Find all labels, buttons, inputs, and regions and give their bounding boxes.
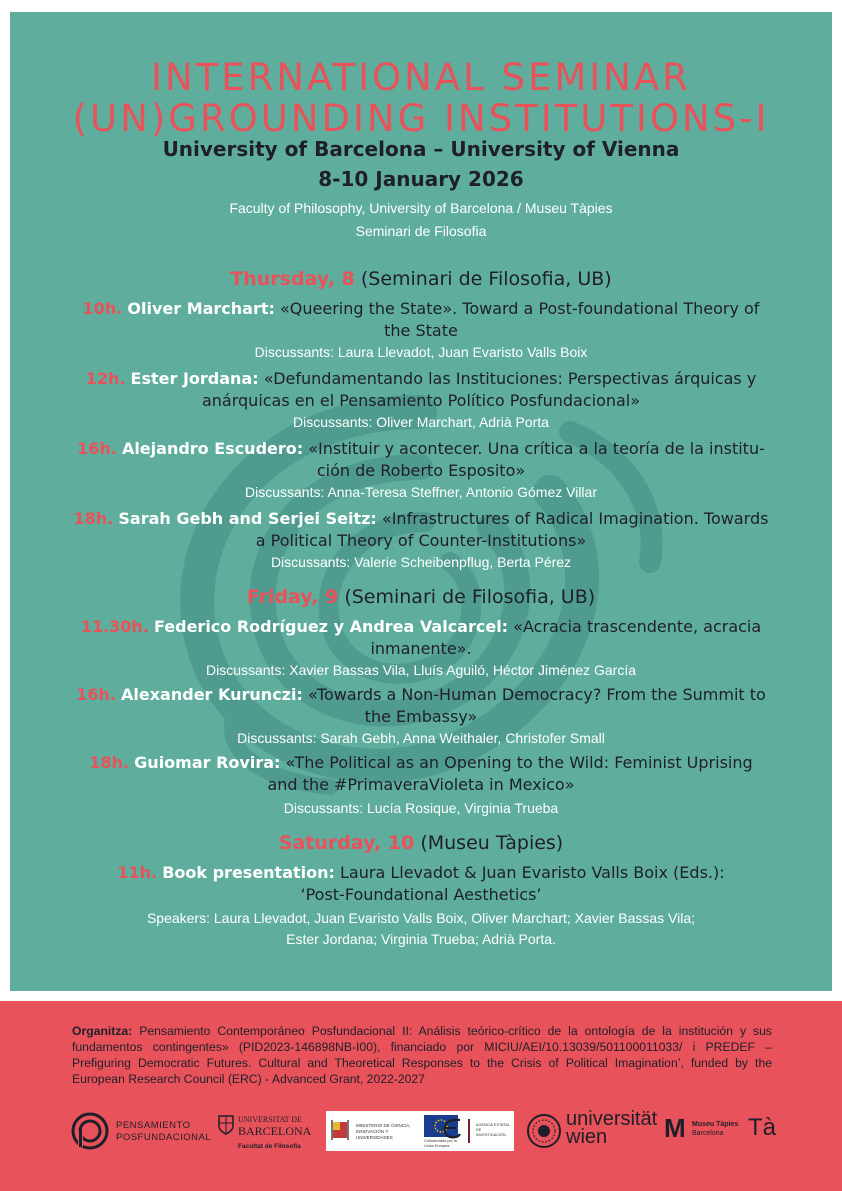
- event-title-cont: ‘Post-Foundational Aesthetics’: [300, 885, 542, 904]
- event-title-cont: the State: [384, 321, 458, 340]
- el-mark-icon: [440, 1114, 464, 1148]
- event-discussants: Discussants: Anna-Teresa Steffner, Antonio Gómez Villar: [244, 484, 597, 500]
- event-line: [10, 438, 832, 460]
- event-title: «Instituir y acontecer. Una crítica a la teoría de la institu-: [308, 439, 765, 458]
- seminar-title-line1: INTERNATIONAL SEMINAR: [151, 56, 691, 99]
- wien-text-1: universität: [566, 1108, 658, 1130]
- event-title-cont: ción de Roberto Esposito»: [316, 461, 526, 480]
- pensamiento-text-2: POSFUNDACIONAL: [116, 1132, 212, 1143]
- event-discussants: Discussants: Xavier Bassas Vila, Lluís Aguiló, Héctor Jiménez García: [205, 662, 637, 678]
- event-title: «Infrastructures of Radical Imagination. Towards: [381, 509, 769, 528]
- day-place: (Museu Tàpies): [420, 832, 564, 854]
- ministerio-text: MINISTERIO DE CIENCIA, INNOVACIÓN Y UNIVERSIDADES: [356, 1123, 411, 1140]
- event-time: 12h.: [85, 369, 126, 388]
- aei-text: AGENCIA ESTATAL DE INVESTIGACIÓN: [476, 1123, 510, 1137]
- event-time: 18h.: [73, 509, 114, 528]
- day-place: (Seminari de Filosofia, UB): [360, 268, 612, 290]
- event-speaker: Federico Rodríguez y Andrea Valcarcel:: [153, 617, 509, 636]
- ub-text-1: UNIVERSITAT DE: [238, 1115, 302, 1124]
- org-description: Pensamiento Contemporáneo Posfundacional II: Análisis teórico-crítico de la ontología de la institución y sus fundamentos contingentes» (PID2023-146898NB-I00), financiado por MICIU/AEI/10.13039/501100011033/ i PREDEF – Prefiguring Democratic Futures. Cultural and Theoretical Responses to the Crisis of Political Imagination’, funded by the European Research Council (ERC) - Advanced Grant, 2022-2027: [72, 1024, 772, 1086]
- org-label: Organitza:: [72, 1024, 133, 1038]
- ub-logo: [218, 1113, 318, 1153]
- event-line: [10, 298, 832, 320]
- poster-panel: [10, 12, 832, 991]
- event-time: 18h.: [89, 753, 130, 772]
- uni-wien-seal-icon: [526, 1113, 562, 1149]
- event-line: [10, 368, 832, 390]
- day-place: (Seminari de Filosofia, UB): [344, 586, 596, 608]
- organizers-text: [72, 1023, 772, 1087]
- event-speaker: Ester Jordana:: [130, 369, 259, 388]
- event-title: «The Political as an Opening to the Wild: Feminist Uprising: [285, 753, 753, 772]
- event-title: «Towards a Non-Human Democracy? From the Summit to: [307, 685, 766, 704]
- event-time: 16h.: [77, 439, 117, 458]
- event-speakers-cont: Ester Jordana; Virginia Trueba; Adrià Porta.: [286, 931, 556, 947]
- pensamiento-logo: [70, 1111, 210, 1151]
- venue-line1: Faculty of Philosophy, University of Barcelona / Museu Tàpies: [229, 200, 613, 216]
- event-speaker: Oliver Marchart:: [127, 299, 275, 318]
- event-time: 11.30h.: [80, 617, 149, 636]
- day-name: Thursday, 8: [230, 268, 355, 290]
- event-line: [10, 616, 832, 638]
- event-discussants: Discussants: Sarah Gebh, Anna Weithaler, Christofer Small: [237, 730, 605, 746]
- ub-text-3: Facultat de Filosofia: [238, 1143, 301, 1150]
- tapies-text-2: Barcelona: [692, 1130, 724, 1137]
- event-speaker: Alexander Kurunczi:: [121, 685, 303, 704]
- event-title: «Queering the State». Toward a Post-foundational Theory of: [280, 299, 760, 318]
- el-logo: [440, 1111, 500, 1151]
- event-line: [10, 508, 832, 530]
- event-speaker: Guiomar Rovira:: [134, 753, 281, 772]
- event-title-cont: and the #PrimaveraVioleta in Mexico»: [267, 775, 575, 794]
- pensamiento-text-1: PENSAMIENTO: [116, 1120, 191, 1131]
- footer: [0, 1001, 842, 1191]
- event-title: Laura Llevadot & Juan Evaristo Valls Boix (Eds.):: [340, 863, 725, 882]
- event-line: [10, 752, 832, 774]
- tapies-text-1: Museu Tàpies: [692, 1121, 739, 1128]
- event-title-cont: anárquicas en el Pensamiento Político Posfundacional»: [201, 391, 641, 410]
- event-discussants: Discussants: Oliver Marchart, Adrià Porta: [293, 414, 549, 430]
- event-time: 11h.: [117, 863, 158, 882]
- ub-text-2: BARCELONA: [238, 1124, 312, 1138]
- day-heading-thursday: [10, 268, 832, 290]
- event-title-cont: the Embassy»: [364, 707, 478, 726]
- day-name: Saturday, 10: [278, 832, 415, 854]
- ub-shield-icon: [218, 1115, 234, 1135]
- event-speaker: Sarah Gebh and Serjei Seitz:: [118, 509, 377, 528]
- event-time: 16h.: [76, 685, 116, 704]
- event-line: [10, 684, 832, 706]
- event-title: «Acracia trascendente, acracia: [513, 617, 762, 636]
- event-title-cont: inmanente».: [370, 639, 472, 658]
- wien-text-2: wien: [566, 1126, 608, 1148]
- dates: 8-10 January 2026: [318, 167, 524, 191]
- day-name: Friday, 9: [246, 586, 339, 608]
- universities: University of Barcelona – University of Vienna: [162, 137, 680, 161]
- uni-wien-logo: [526, 1109, 666, 1153]
- event-time: 10h.: [82, 299, 123, 318]
- event-title: «Defundamentando las Instituciones: Perspectivas árquicas y: [263, 369, 757, 388]
- seminar-title-line2: (UN)GROUNDING INSTITUTIONS-I: [72, 97, 770, 140]
- event-discussants: Discussants: Laura Llevadot, Juan Evaristo Valls Boix: [254, 344, 588, 360]
- event-line: [10, 862, 832, 884]
- spain-coat-of-arms-icon: [330, 1118, 350, 1144]
- tapies-m: M: [664, 1113, 686, 1143]
- event-speakers: Speakers: Laura Llevadot, Juan Evaristo Valls Boix, Oliver Marchart; Xavier Bassas Vila;: [146, 910, 696, 926]
- tapies-ta: Tà: [748, 1114, 777, 1141]
- eu-text: Cofinanciado por la Unión Europea: [424, 1139, 457, 1148]
- museu-tapies-logo: [664, 1113, 784, 1153]
- event-speaker: Alejandro Escudero:: [121, 439, 304, 458]
- venue-line2: Seminari de Filosofia: [355, 223, 487, 239]
- day-heading-saturday: [10, 832, 832, 854]
- event-discussants: Discussants: Valerie Scheibenpflug, Berta Pérez: [270, 554, 572, 570]
- day-heading-friday: [10, 586, 832, 608]
- event-discussants: Discussants: Lucía Rosique, Virginia Trueba: [283, 800, 559, 816]
- event-speaker: Book presentation:: [162, 863, 335, 882]
- pensamiento-mark-icon: [70, 1111, 110, 1151]
- event-title-cont: a Political Theory of Counter-Institutions»: [255, 531, 587, 550]
